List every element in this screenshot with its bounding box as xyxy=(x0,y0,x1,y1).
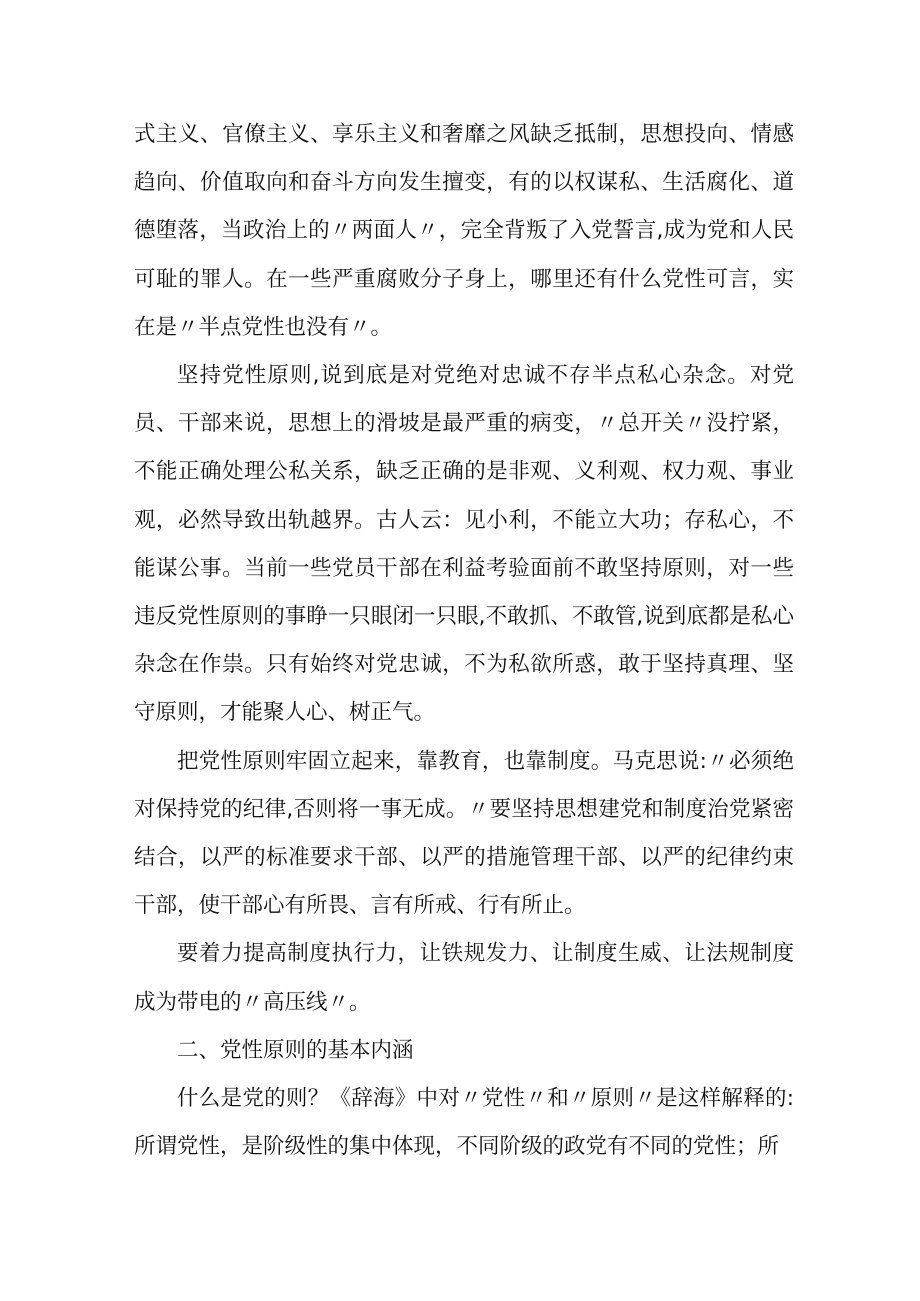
section-heading: 二、党性原则的基本内涵 xyxy=(177,1037,414,1063)
paragraph-definition: 什么是党的则？《辞海》中对〃党性〃和〃原则〃是这样解释的:所谓党性，是阶级性的集中体现，不同阶级的政党有不同的党性；所 xyxy=(134,1086,794,1160)
document-body xyxy=(134,111,794,1171)
paragraph-system-execution: 要着力提高制度执行力，让铁规发力、让制度生威、让法规制度成为带电的〃高压线〃。 xyxy=(134,941,794,1015)
paragraph-continued: 式主义、官僚主义、享乐主义和奢靡之风缺乏抵制，思想投向、情感趋向、价值取向和奋斗方向发生擅变，有的以权谋私、生活腐化、道德堕落，当政治上的〃两面人〃，完全背叛了入党誓言,成为党和人民可耻的罪人。在一些严重腐败分子身上，哪里还有什么党性可言，实在是〃半点党性也没有〃。 xyxy=(134,122,794,340)
paragraph-party-principle: 坚持党性原则,说到底是对党绝对忠诚不存半点私心杂念。对党员、干部来说，思想上的滑坡是最严重的病变，〃总开关〃没拧紧，不能正确处理公私关系，缺乏正确的是非观、义利观、权力观、事业观，必然导致出轨越界。古人云：见小利，不能立大功；存私心，不能谋公事。当前一些党员干部在利益考验面前不敢坚持原则，对一些违反党性原则的事睁一只眼闭一只眼,不敢抓、不敢管,说到底都是私心杂念在作祟。只有始终对党忠诚，不为私欲所惑，敢于坚持真理、坚守原则，才能聚人心、树正气。 xyxy=(134,363,794,726)
paragraph-education-system: 把党性原则牢固立起来，靠教育，也靠制度。马克思说:〃必须绝对保持党的纪律,否则将一事无成。〃要坚持思想建党和制度治党紧密结合，以严的标准要求干部、以严的措施管理干部、以严的纪律约束干部，使干部心有所畏、言有所戒、行有所止。 xyxy=(134,748,794,919)
